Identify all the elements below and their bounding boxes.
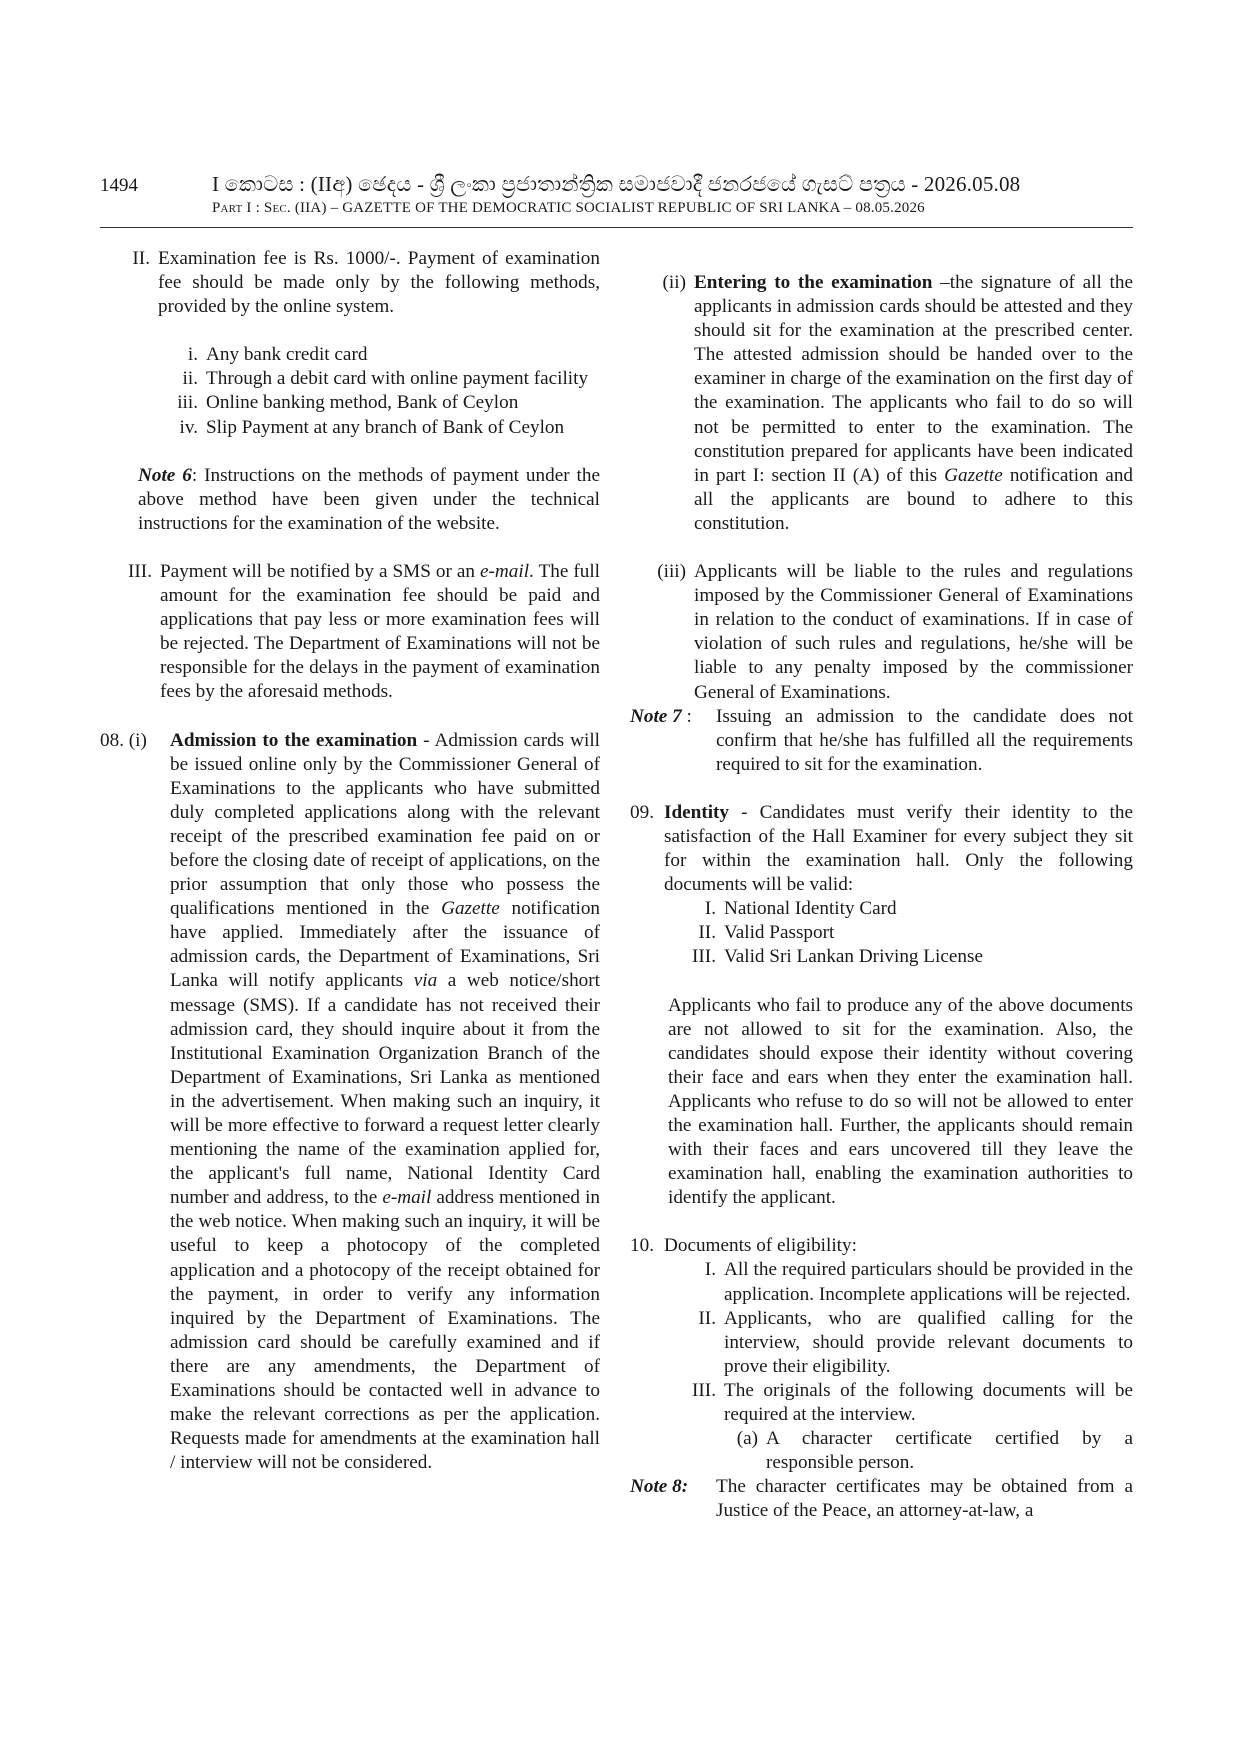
list-text: The originals of the following documents will be required at the interview. — [724, 1379, 1133, 1426]
list-item — [630, 897, 1133, 921]
text-run: address mentioned in the web notice. When making such an inquiry, it will be useful to keep a photocopy of the completed application and a photocopy of the receipt obtained for the payment, in order to verify any information inquired by the Department of Examinations. The admission card should be carefully examined and if there are any amendments, the Department of Examinations should be contacted well in advance to make the relevant corrections as per the application. Requests made for amendments at the examination hall / interview will not be considered. — [170, 1187, 600, 1474]
note-label: Note 6 — [138, 464, 192, 486]
text-run: –the signature of all the applicants in admission cards should be attested and they should sit for the examination at the prescribed center. The attested admission should be handed over to the examiner in charge of the examination on the first day of the examination. The applicants who fail to do so will not be permitted to enter to the examination. The constitution prepared for applicants have been indicated in part I: section II (A) of this — [694, 272, 1133, 486]
list-label: I. — [704, 1259, 716, 1281]
list-label: (a) — [736, 1428, 758, 1450]
note-label — [630, 705, 712, 729]
note-text: The character certificates may be obtained from a Justice of the Peace, an attorney-at-law, a — [716, 1476, 1133, 1522]
item-III-payment-notification — [100, 560, 600, 705]
header-part-label: Part I — [212, 200, 252, 216]
note-text: : Instructions on the methods of payment under the above method have been given under the technical instructions for the examination of the website. — [138, 464, 600, 534]
left-column — [100, 247, 600, 1475]
item-II-fee — [100, 247, 600, 319]
text-run-italic: Gazette — [944, 464, 1003, 486]
item-10-documents — [630, 1234, 1133, 1258]
right-column — [630, 271, 1133, 1524]
list-label: iv. — [179, 416, 198, 438]
list-label: II. — [698, 922, 716, 944]
item-heading: Entering to the examination — [694, 272, 933, 293]
item-text — [160, 560, 600, 705]
list-text: Any bank credit card — [206, 344, 368, 366]
note-label-text: Note 7 — [630, 705, 682, 727]
list-label: I. — [704, 898, 716, 920]
list-label: iii. — [177, 392, 198, 414]
item-heading: Admission to the examination — [170, 729, 418, 751]
list-item — [630, 921, 1133, 945]
item-ii-entering — [630, 271, 1133, 536]
text-run-italic: Gazette — [441, 898, 500, 920]
text-run: - Admission cards will be issued online only by the Commissioner General of Examinations to the applicants who have submitted duly completed applications along with the relevant receipt of the prescribed examination fee paid on or before the closing date of receipt of applications, on the prior assumption that only those who possess the qualifications mentioned in the — [170, 729, 600, 920]
text-run: Payment will be notified by a SMS or an — [160, 560, 481, 582]
note-8 — [630, 1475, 1133, 1523]
list-label: III. — [692, 1379, 716, 1401]
list-text: National Identity Card — [724, 898, 897, 920]
item-heading: Documents of eligibility: — [664, 1235, 857, 1257]
note-label — [630, 1475, 712, 1499]
text-run: notification have applied. Immediately after the issuance of admission cards, the Department of Examinations, Sri Lanka will notify applicants — [170, 898, 601, 992]
text-run-italic: e-mail — [480, 560, 530, 582]
item-label: (iii) — [657, 561, 686, 583]
item-label: (ii) — [662, 272, 686, 293]
identity-documents-list — [630, 897, 1133, 969]
eligibility-list — [630, 1258, 1133, 1475]
item-text — [664, 801, 1133, 897]
note-separator: : — [681, 705, 692, 727]
text-run: a web notice/short message (SMS). If a candidate has not received their admission card, they should inquire about it from the Institutional Examination Organization Branch of the Department of Examinations, Sri Lanka as mentioned in the advertisement. When making such an inquiry, it will be more effective to forward a request letter clearly mentioning the name of the examination applied for, the applicant's full name, National Identity Card number and address, to the — [170, 970, 600, 1209]
list-label: II. — [698, 1307, 716, 1329]
header-sec-separator: : — [251, 200, 264, 216]
list-text: All the required particulars should be provided in the application. Incomplete applications will be rejected. — [724, 1259, 1133, 1305]
header-sec-label: Sec. — [263, 200, 291, 216]
text-run: notification and all the applicants are bound to adhere to this constitution. — [694, 464, 1134, 534]
list-text: A character certificate certified by a responsible person. — [766, 1428, 1133, 1474]
list-item-sub — [630, 1427, 1133, 1475]
item-label: II. — [132, 248, 150, 269]
text-run: - Candidates must verify their identity to the satisfaction of the Hall Examiner for every subject they sit for within the examination hall. Only the following documents will be valid: — [664, 801, 1133, 896]
list-text: Through a debit card with online payment facility — [206, 368, 589, 390]
item-text — [694, 271, 1133, 536]
list-text: Valid Passport — [724, 922, 835, 944]
item-label: III. — [128, 560, 152, 582]
list-item — [100, 343, 600, 367]
list-item — [100, 391, 600, 415]
list-label: III. — [692, 946, 716, 968]
list-text: Online banking method, Bank of Ceylon — [206, 392, 519, 414]
list-label: i. — [187, 344, 198, 366]
payment-methods-list — [100, 343, 600, 439]
item-heading: Identity — [664, 801, 730, 823]
list-item — [630, 945, 1133, 969]
item-label: 09. — [630, 801, 654, 823]
header-rule — [100, 227, 1133, 228]
identity-paragraph: Applicants who fail to produce any of the above documents are not allowed to sit for the examination. Also, the candidates should expose their identity without covering their face and ears when they enter the examination hall. Applicants who refuse to do so will not be allowed to enter the examination hall. Further, the applicants should remain with their faces and ears uncovered till they leave the examination hall, enabling the examination authorities to identify the applicant. — [668, 994, 1133, 1209]
item-09-identity — [630, 801, 1133, 897]
item-label: 08. (i) — [100, 729, 147, 751]
list-item — [630, 1307, 1133, 1379]
list-item — [630, 1258, 1133, 1306]
header-title-text: (IIA) – GAZETTE OF THE DEMOCRATIC SOCIALIST REPUBLIC OF SRI LANKA – 08.05.2026 — [290, 200, 925, 216]
header-title-english — [212, 200, 925, 217]
note-label-text: Note 8: — [630, 1476, 689, 1498]
item-08-admission — [100, 729, 600, 1476]
note-text: Issuing an admission to the candidate does not confirm that he/she has fulfilled all the requirements required to sit for the examination. — [716, 705, 1133, 775]
item-iii-rules — [630, 560, 1133, 705]
item-text: Examination fee is Rs. 1000/-. Payment of examination fee should be made only by the following methods, provided by the online system. — [158, 248, 600, 318]
page-number: 1494 — [100, 175, 138, 196]
list-text: Valid Sri Lankan Driving License — [724, 946, 983, 968]
list-text: Applicants, who are qualified calling for the interview, should provide relevant documents to prove their eligibility. — [724, 1307, 1133, 1377]
item-text — [170, 729, 600, 1476]
text-run: . The full amount for the examination fee should be paid and applications that pay less or more examination fees will be rejected. The Department of Examinations will not be responsible for the delays in the payment of examination fees by the aforesaid methods. — [160, 560, 600, 703]
list-text: Slip Payment at any branch of Bank of Ceylon — [206, 416, 565, 438]
header-title-sinhala: I කොටස : (IIඅ) ඡෙදය - ශ්‍රී ලංකා ප්‍රජාතාන්ත්‍රික සමාජවාදී ජනරජයේ ගැසට් පත්‍රය - 2026.05.08 — [212, 172, 1021, 196]
text-run-italic: e-mail — [382, 1187, 432, 1209]
list-item — [630, 1379, 1133, 1427]
list-item — [100, 367, 600, 391]
note-7 — [630, 705, 1133, 777]
item-label: 10. — [630, 1235, 654, 1257]
note-6 — [138, 464, 600, 536]
list-item — [100, 416, 600, 440]
list-label: ii. — [182, 368, 198, 390]
text-run-italic: via — [413, 970, 438, 992]
item-text: Applicants will be liable to the rules and regulations imposed by the Commissioner General of Examinations in relation to the conduct of examinations. If in case of violation of such rules and regulations, he/she will be liable to any penalty imposed by the commissioner General of Examinations. — [694, 561, 1133, 703]
